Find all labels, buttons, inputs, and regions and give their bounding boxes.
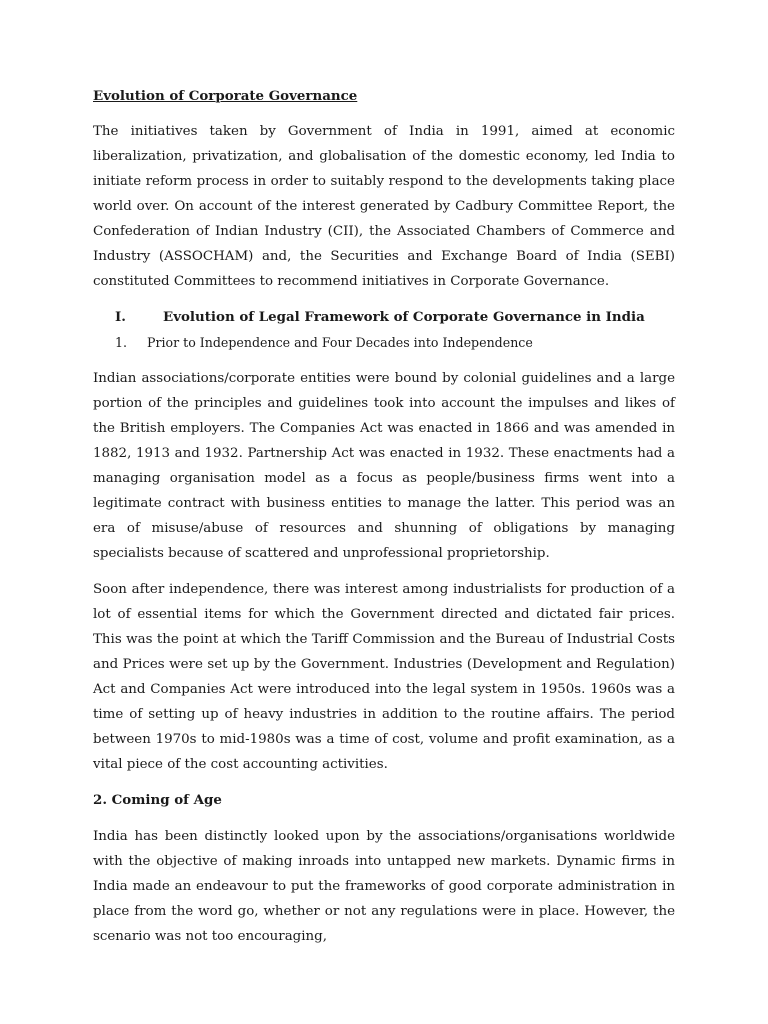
body-paragraph-2: Soon after independence, there was interest among industrialists for production of a lot of essential items for which the Government directed and dictated fair prices. This was the point at which the Tariff Commission and the Bureau of Industrial Costs and Prices were set up by the Government. Industries (Development and Regulation) Act and Companies Act were introduced into the legal system in 1950s. 1960s was a time of setting up of heavy industries in addition to the routine affairs. The period between 1970s to mid-1980s was a time of cost, volume and profit examination, as a vital piece of the cost accounting activities. (93, 582, 675, 772)
subsection-number: 1. (115, 335, 128, 350)
subsection-heading (93, 330, 675, 355)
body-paragraph-3: India has been distinctly looked upon by the associations/organisations worldwide with the objective of making inroads into untapped new markets. Dynamic firms in India made an endeavour to put the frameworks of good corporate administration in place from the word go, whether or not any regulations were in place. However, the scenario was not too encouraging, (93, 829, 675, 944)
section-heading (93, 305, 675, 330)
section-2-heading: 2. Coming of Age (93, 792, 222, 808)
section-title: Evolution of Legal Framework of Corporate Governance in India (163, 309, 645, 325)
intro-paragraph: The initiatives taken by Government of India in 1991, aimed at economic liberalization, privatization, and globalisation of the domestic economy, led India to initiate reform process in order to suitably respond to the developments taking place world over. On account of the interest generated by Cadbury Committee Report, the Confederation of Indian Industry (CII), the Associated Chambers of Commerce and Industry (ASSOCHAM) and, the Securities and Exchange Board of India (SEBI) constituted Committees to recommend initiatives in Corporate Governance. (93, 124, 675, 289)
section-number: I. (115, 309, 126, 325)
document-title: Evolution of Corporate Governance (93, 88, 358, 104)
body-paragraph-1: Indian associations/corporate entities were bound by colonial guidelines and a large portion of the principles and guidelines took into account the impulses and likes of the British employers. The Companies Act was enacted in 1866 and was amended in 1882, 1913 and 1932. Partnership Act was enacted in 1932. These enactments had a managing organisation model as a focus as people/business firms went into a legitimate contract with business entities to manage the latter. This period was an era of misuse/abuse of resources and shunning of obligations by managing specialists because of scattered and unprofessional proprietorship. (93, 371, 675, 561)
document-page (93, 84, 675, 960)
subsection-title: Prior to Independence and Four Decades into Independence (147, 335, 533, 350)
